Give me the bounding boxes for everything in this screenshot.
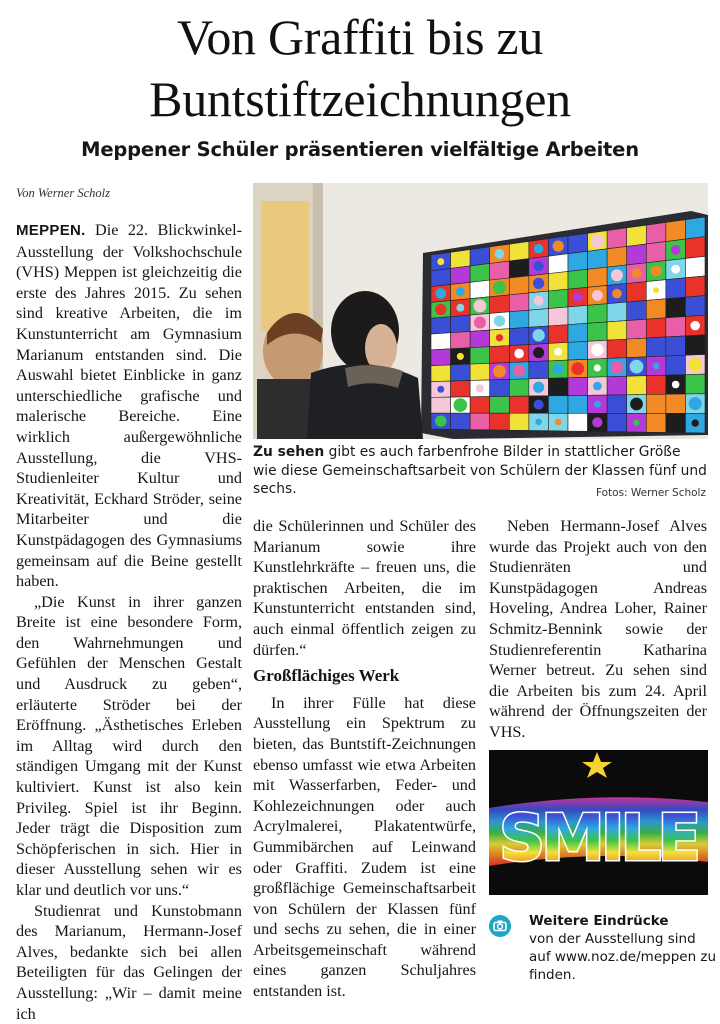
quilt-pattern-dot	[573, 292, 583, 302]
caption-text: gibt es auch farbenfrohe Bilder in stattlicher Größe wie diese Gemeinschaftsarbeit von Schülern der Klassen fünf und sechs.	[253, 444, 707, 497]
quilt-patch	[509, 276, 529, 295]
smile-lettering: SMILE	[498, 802, 698, 876]
quilt-patch	[431, 333, 451, 350]
quilt-pattern-dot	[437, 386, 444, 393]
quilt-patch	[607, 413, 627, 432]
quilt-pattern-dot	[437, 258, 444, 265]
quilt-pattern-dot	[496, 334, 503, 341]
quilt-pattern-dot	[672, 343, 679, 350]
quilt-pattern-dot	[494, 315, 505, 326]
quilt-patch	[470, 397, 490, 414]
quilt-pattern-dot	[456, 304, 464, 312]
paragraph-5: In ihrer Fülle hat diese Ausstellung ein Spektrum zu bieten, das Buntstift-Zeichnungen ebenso umfasst wie etwa Arbeiten mit Wasserfarben, Feder- und Kohlezeichnungen oder auch Acrylmalerei, Plakatentwürfe, Gummibärchen auf Leinwand oder Graffiti. Zudem ist eine großflächige Gemeinschaftsarbeit von Schülern der Klassen fünf und sechs zu sehen, die in einer Arbeitsgemeinschaft während eines ganzen Schuljahres entstanden ist.	[253, 693, 476, 1001]
byline: Von Werner Scholz	[16, 186, 110, 200]
quilt-pattern-dot	[435, 288, 446, 299]
quilt-patch	[568, 395, 588, 413]
quilt-patch	[607, 339, 627, 358]
quilt-patch	[646, 375, 666, 394]
quilt-pattern-dot	[532, 329, 544, 341]
subheadline: Meppener Schüler präsentieren vielfältige Arbeiten	[81, 138, 639, 161]
quilt-pattern-dot	[594, 364, 601, 371]
quilt-patch	[666, 394, 686, 413]
smile-artwork-photo	[489, 750, 708, 895]
headline-line-1: Von Graffiti bis zu	[176, 9, 544, 65]
quilt-patch	[451, 266, 471, 285]
caption-lead: Zu sehen	[253, 444, 325, 460]
quilt-pattern-dot	[671, 245, 681, 255]
quilt-patch	[568, 323, 588, 342]
quilt-pattern-dot	[688, 358, 701, 371]
quilt-patch	[548, 289, 568, 308]
quilt-patch	[490, 295, 510, 314]
quilt-pattern-dot	[476, 384, 484, 392]
quilt-patch	[451, 315, 471, 333]
quilt-patch	[470, 347, 490, 364]
quilt-pattern-dot	[514, 349, 524, 359]
quilt-patch	[607, 246, 627, 267]
quilt-pattern-dot	[533, 347, 544, 358]
quilt-patch	[431, 268, 451, 286]
quilt-pattern-dot	[534, 261, 544, 271]
quilt-pattern-dot	[474, 316, 486, 328]
quilt-patch	[588, 304, 608, 324]
quilt-pattern-dot	[612, 289, 622, 299]
quilt-pattern-dot	[473, 300, 486, 313]
quilt-pattern-dot	[651, 266, 662, 277]
quilt-patch	[646, 413, 666, 432]
quilt-patch	[627, 225, 647, 246]
quilt-pattern-dot	[554, 348, 562, 356]
quilt-patch	[490, 396, 510, 413]
quilt-pattern-dot	[692, 419, 699, 426]
quilt-patch	[431, 349, 451, 366]
quilt-patch	[490, 413, 510, 430]
exhibition-photo	[253, 183, 708, 439]
quilt-pattern-dot	[495, 249, 505, 259]
quilt-patch	[470, 413, 490, 430]
article-column-1	[16, 220, 242, 1024]
quilt-patch	[548, 378, 568, 396]
paragraph-2: „Die Kunst in ihrer ganzen Breite ist eine besondere Form, den Wahrnehmungen und Gefühlen der Menschen Gestalt und Ausdruck zu geben“, erläuterte Ströder bei der Eröffnung. „Ästhetisches Erleben im Alltag wird durch den ständigen Umgang mit der Kunst kultiviert. Kunst ist also kein Privileg. Spiel ist ihr Beginn. Jeder trägt die Disposition zum Schöpferischen in sich. Hier in dieser Ausstellung sehen wir es klar und deutlich vor uns.“	[16, 592, 242, 899]
quilt-pattern-dot	[534, 296, 544, 306]
quilt-pattern-dot	[593, 382, 602, 391]
quilt-pattern-dot	[516, 401, 523, 408]
quilt-patch	[509, 293, 529, 312]
quilt-patch	[470, 363, 490, 380]
quilt-patch	[685, 217, 705, 239]
quilt-pattern-dot	[611, 361, 624, 374]
quilt-patch	[431, 317, 451, 334]
quilt-patch	[509, 259, 529, 278]
quilt-patch	[607, 376, 627, 395]
quilt-patch	[431, 397, 451, 413]
quilt-pattern-dot	[653, 287, 659, 293]
paragraph-1-text: Die 22. Blickwinkel-Ausstellung der Volkshochschule (VHS) Meppen ist gleichzeitig die erste des Jahres 2015. Zu sehen sind kreative Arbeiten, die im Kunstunterricht am Gymnasium Marianum entstanden sind. Die Auswahl bietet Einblicke in ganz unterschiedliche grafische und malerische Bereiche. Eine wirklich außergewöhnliche Ausstellung, die VHS-Studienleiter Kultur und Kreativität, Eckhard Ströder, seine Mitarbeiter und die Kunstpädagogen des Gymnasiums gemeinsam auf die Beine gestellt haben.	[16, 221, 242, 591]
quilt-pattern-dot	[493, 365, 506, 378]
quilt-pattern-dot	[632, 268, 642, 278]
quilt-patch	[607, 395, 627, 414]
article-column-3	[489, 516, 707, 743]
quilt-patch	[529, 361, 549, 379]
quilt-patch	[685, 335, 705, 355]
paragraph-6: Neben Hermann-Josef Alves wurde das Projekt auch von den Studienräten und Kunstpädagogen Andreas Hoveling, Andrea Loher, Rainer Schmitz-Bennink sowie der Studienreferentin Katharina Werner betreut. Zu sehen sind die Arbeiten bis zum 24. April während der Öffnungszeiten der VHS.	[489, 517, 707, 741]
quilt-pattern-dot	[457, 353, 464, 360]
quilt-pattern-dot	[533, 278, 544, 289]
headline-line-2: Buntstiftzeichnungen	[149, 71, 571, 127]
quilt-artwork	[431, 217, 705, 433]
quilt-pattern-dot	[689, 397, 702, 410]
quilt-patch	[685, 374, 705, 394]
quilt-patch	[568, 413, 588, 431]
quilt-patch	[685, 276, 705, 297]
paragraph-4: die Schülerinnen und Schüler des Marianum sowie ihre Kunstlehrkräfte – freuen uns, die praktischen Arbeiten, die im Kunstunterricht entstanden sind, auch einmal öffentlich zeigen zu dürfen.“	[253, 517, 476, 659]
headline	[0, 6, 720, 130]
quilt-patch	[470, 263, 490, 282]
quilt-patch	[548, 325, 568, 344]
promo-text: von der Ausstellung sind auf www.noz.de/meppen zu finden.	[529, 931, 717, 983]
quilt-pattern-dot	[690, 321, 699, 330]
quilt-patch	[627, 319, 647, 339]
quilt-patch	[509, 413, 529, 430]
quilt-patch	[607, 321, 627, 341]
quilt-patch	[646, 299, 666, 319]
quilt-patch	[646, 222, 666, 244]
quilt-patch	[627, 244, 647, 265]
quilt-patch	[607, 302, 627, 322]
quilt-pattern-dot	[535, 419, 541, 425]
quilt-patch	[627, 338, 647, 358]
smile-artwork-graphic	[489, 750, 708, 895]
quilt-pattern-dot	[591, 253, 603, 265]
paragraph-3: Studienrat und Kunstobmann des Marianum, Hermann-Josef Alves, bedankte sich bei allen Beteiligten für das Gelingen der Ausstellung: „Wir – damit meine ich	[16, 901, 242, 1023]
quilt-patch	[627, 300, 647, 320]
quilt-patch	[548, 254, 568, 274]
quilt-pattern-dot	[553, 241, 564, 252]
quilt-pattern-dot	[672, 381, 680, 389]
quilt-pattern-dot	[592, 290, 603, 301]
quilt-patch	[588, 267, 608, 287]
quilt-patch	[568, 233, 588, 253]
quilt-patch	[666, 355, 686, 375]
quilt-patch	[451, 364, 471, 381]
quilt-patch	[451, 331, 471, 348]
quilt-patch	[568, 341, 588, 360]
quilt-pattern-dot	[555, 419, 562, 426]
quilt-patch	[568, 305, 588, 324]
quilt-patch	[470, 330, 490, 348]
quilt-pattern-dot	[630, 360, 644, 374]
quilt-patch	[646, 394, 666, 413]
quilt-patch	[490, 379, 510, 396]
quilt-patch	[568, 251, 588, 271]
quilt-pattern-dot	[456, 287, 465, 296]
quilt-patch	[685, 296, 705, 317]
quilt-patch	[509, 310, 529, 329]
quilt-patch	[529, 309, 549, 328]
quilt-pattern-dot	[630, 398, 643, 411]
quilt-patch	[607, 228, 627, 249]
quilt-patch	[666, 278, 686, 299]
quilt-pattern-dot	[633, 420, 639, 426]
quilt-patch	[646, 337, 666, 357]
quilt-pattern-dot	[591, 344, 603, 356]
dateline: MEPPEN.	[16, 222, 86, 239]
quilt-patch	[666, 413, 686, 432]
quilt-patch	[509, 379, 529, 396]
quilt-patch	[627, 376, 647, 395]
quilt-pattern-dot	[475, 252, 485, 262]
quilt-patch	[646, 318, 666, 338]
quilt-patch	[548, 271, 568, 291]
quilt-pattern-dot	[571, 362, 584, 375]
quilt-patch	[490, 346, 510, 364]
quilt-pattern-dot	[594, 401, 601, 408]
quilt-pattern-dot	[592, 417, 602, 427]
quilt-patch	[509, 327, 529, 345]
quilt-pattern-dot	[493, 281, 506, 294]
section-subhead: Großflächiges Werk	[253, 666, 400, 686]
quilt-pattern-dot	[671, 265, 680, 274]
quilt-pattern-dot	[454, 398, 468, 412]
quilt-patch	[451, 380, 471, 397]
quilt-patch	[588, 322, 608, 341]
quilt-patch	[568, 269, 588, 289]
quilt-pattern-dot	[435, 415, 446, 426]
camera-icon	[489, 915, 511, 937]
quilt-pattern-dot	[534, 244, 544, 254]
quilt-patch	[470, 280, 490, 299]
quilt-patch	[666, 220, 686, 242]
quilt-pattern-dot	[591, 234, 604, 247]
quilt-pattern-dot	[611, 269, 623, 281]
quilt-patch	[509, 241, 529, 261]
paragraph-1	[16, 220, 242, 592]
quilt-patch	[490, 261, 510, 280]
exhibition-photo-graphic	[253, 183, 708, 439]
quilt-patch	[451, 413, 471, 429]
quilt-patch	[627, 282, 647, 302]
quilt-patch	[548, 396, 568, 414]
quilt-pattern-dot	[653, 363, 660, 370]
photo-credit: Fotos: Werner Scholz	[595, 487, 706, 499]
quilt-pattern-dot	[513, 365, 525, 377]
quilt-patch	[666, 297, 686, 318]
promo-title: Weitere Eindrücke	[529, 913, 669, 929]
quilt-patch	[548, 307, 568, 326]
quilt-patch	[685, 256, 705, 278]
article-column-2	[253, 516, 476, 1002]
quilt-patch	[568, 377, 588, 395]
quilt-pattern-dot	[435, 304, 446, 315]
quilt-patch	[685, 237, 705, 259]
promo-text-block	[529, 912, 719, 984]
quilt-pattern-dot	[553, 364, 564, 375]
quilt-patch	[431, 365, 451, 382]
quilt-pattern-dot	[533, 382, 544, 393]
quilt-patch	[666, 317, 686, 337]
quilt-pattern-dot	[456, 254, 466, 264]
quilt-patch	[646, 242, 666, 263]
quilt-pattern-dot	[534, 400, 544, 410]
